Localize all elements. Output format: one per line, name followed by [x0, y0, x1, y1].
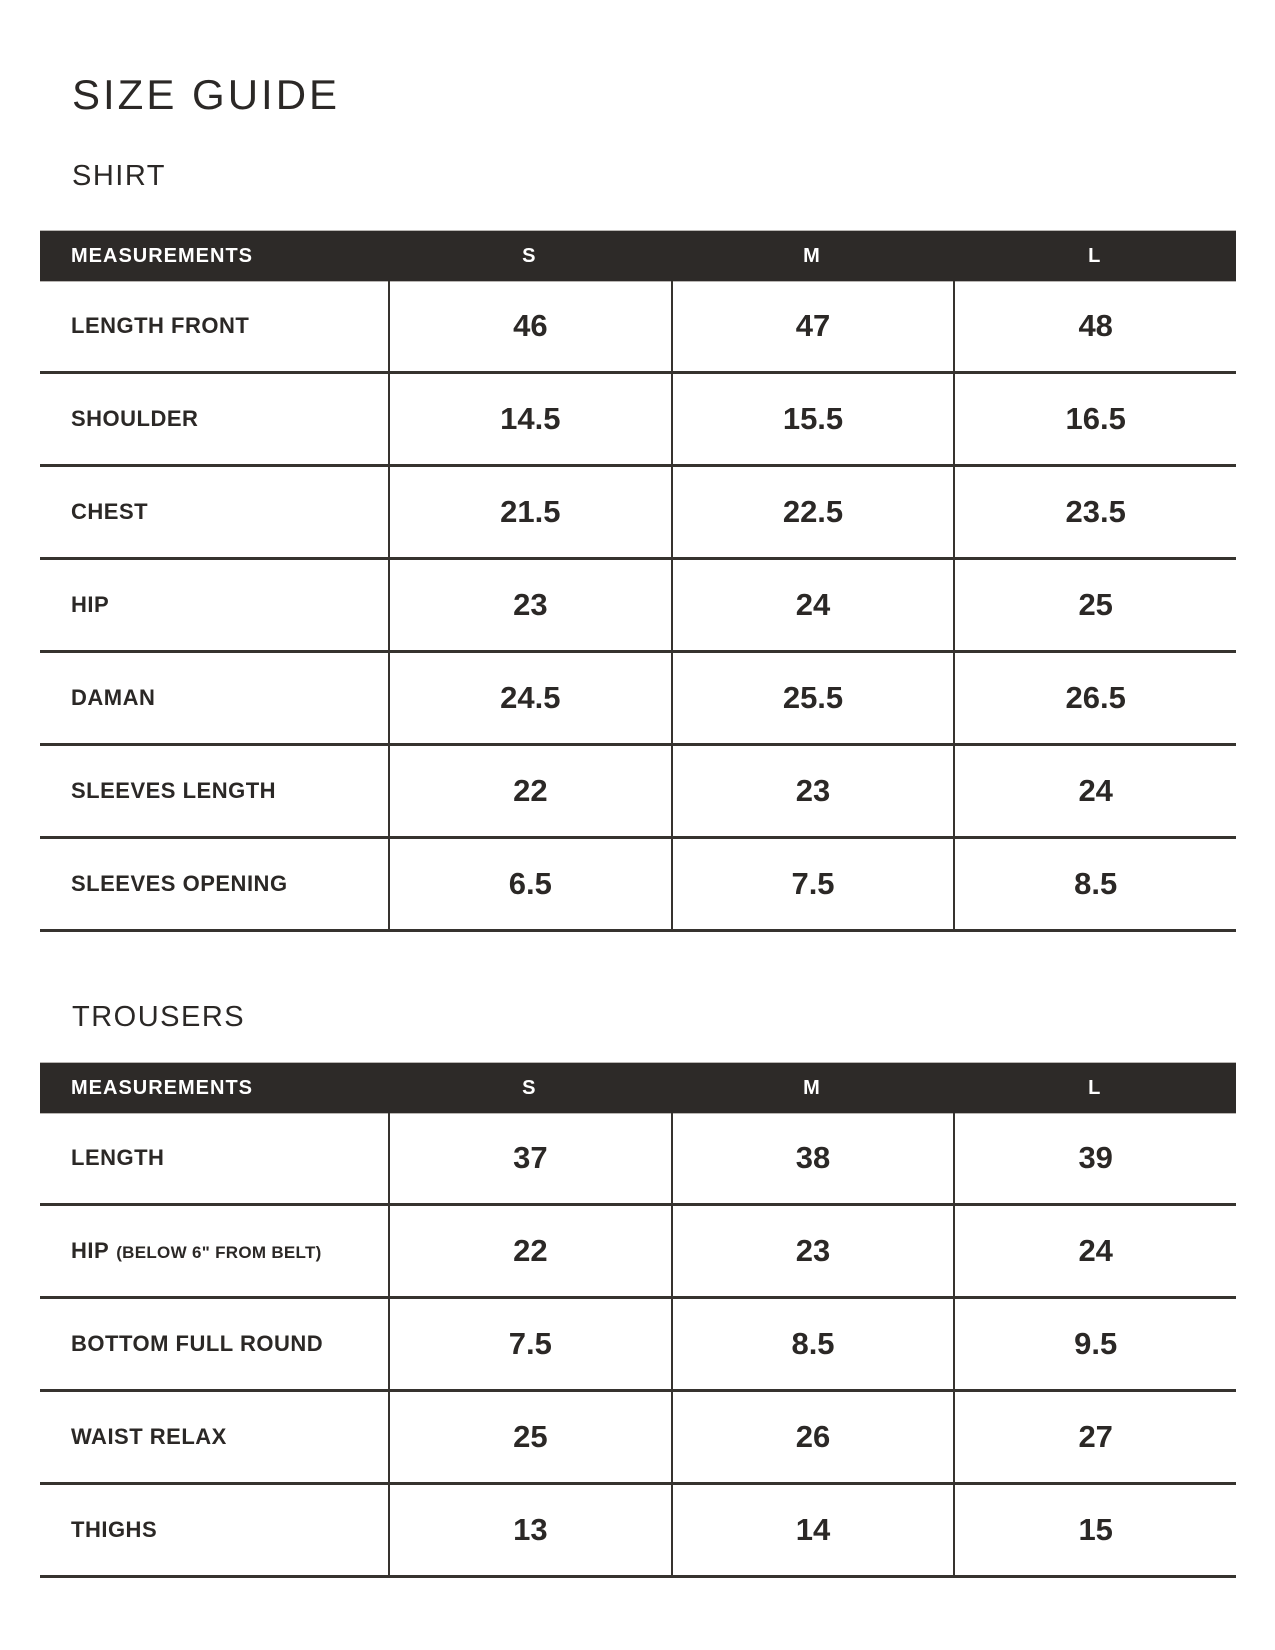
size-value-s: 25 — [388, 1392, 671, 1482]
measurement-label: SLEEVES OPENING — [71, 871, 288, 896]
measurement-label: HIP — [71, 592, 110, 617]
measurement-label: HIP — [71, 1238, 110, 1263]
size-value-s: 22 — [388, 746, 671, 836]
column-header-size-m: M — [803, 1076, 821, 1099]
trousers-table-header-row — [40, 1063, 1236, 1113]
measurement-label: WAIST RELAX — [71, 1424, 227, 1449]
size-value-s: 21.5 — [388, 467, 671, 557]
size-value-l: 24 — [953, 746, 1236, 836]
size-value-m: 14 — [671, 1485, 954, 1575]
size-value-s: 14.5 — [388, 374, 671, 464]
size-value-m: 24 — [671, 560, 954, 650]
size-value-s: 22 — [388, 1206, 671, 1296]
size-value-s: 37 — [388, 1113, 671, 1203]
measurement-label: THIGHS — [71, 1517, 158, 1542]
table-row-shoulder — [40, 374, 1236, 467]
size-value-m: 38 — [671, 1113, 954, 1203]
shirt-table-header-row — [40, 231, 1236, 281]
size-value-m: 22.5 — [671, 467, 954, 557]
size-value-s: 6.5 — [388, 839, 671, 929]
column-header-measurements: MEASUREMENTS — [71, 1076, 254, 1099]
table-row-length-front — [40, 281, 1236, 374]
size-value-l: 23.5 — [953, 467, 1236, 557]
page-title: SIZE GUIDE — [72, 71, 341, 118]
size-value-l: 25 — [953, 560, 1236, 650]
table-row-sleeves-length — [40, 746, 1236, 839]
column-header-measurements: MEASUREMENTS — [71, 244, 254, 267]
size-value-s: 7.5 — [388, 1299, 671, 1389]
measurement-label-cell — [40, 1238, 388, 1264]
column-header-size-s: S — [522, 244, 537, 267]
shirt-size-table — [40, 231, 1236, 932]
table-row-daman — [40, 653, 1236, 746]
table-row-sleeves-opening — [40, 839, 1236, 932]
measurement-note: (BELOW 6" FROM BELT) — [116, 1243, 322, 1262]
size-value-m: 25.5 — [671, 653, 954, 743]
size-value-m: 7.5 — [671, 839, 954, 929]
size-value-m: 47 — [671, 281, 954, 371]
measurement-label: CHEST — [71, 499, 149, 524]
size-value-l: 48 — [953, 281, 1236, 371]
size-value-l: 24 — [953, 1206, 1236, 1296]
table-row-length — [40, 1113, 1236, 1206]
size-value-l: 15 — [953, 1485, 1236, 1575]
size-value-m: 8.5 — [671, 1299, 954, 1389]
size-value-l: 8.5 — [953, 839, 1236, 929]
column-header-size-l: L — [1088, 244, 1102, 267]
size-value-l: 39 — [953, 1113, 1236, 1203]
size-value-l: 27 — [953, 1392, 1236, 1482]
size-value-s: 46 — [388, 281, 671, 371]
table-row-hip-below-belt — [40, 1206, 1236, 1299]
size-value-l: 16.5 — [953, 374, 1236, 464]
table-row-hip — [40, 560, 1236, 653]
size-value-m: 15.5 — [671, 374, 954, 464]
trousers-section-heading: TROUSERS — [72, 1001, 246, 1033]
table-row-chest — [40, 467, 1236, 560]
measurement-label: DAMAN — [71, 685, 156, 710]
size-value-l: 26.5 — [953, 653, 1236, 743]
column-header-size-l: L — [1088, 1076, 1102, 1099]
size-value-m: 26 — [671, 1392, 954, 1482]
column-header-size-s: S — [522, 1076, 537, 1099]
trousers-size-table — [40, 1063, 1236, 1578]
table-row-thighs — [40, 1485, 1236, 1578]
column-header-size-m: M — [803, 244, 821, 267]
measurement-label: LENGTH — [71, 1145, 165, 1170]
measurement-label: SLEEVES LENGTH — [71, 778, 277, 803]
measurement-label: SHOULDER — [71, 406, 199, 431]
shirt-section-heading: SHIRT — [72, 160, 166, 192]
measurement-label: LENGTH FRONT — [71, 313, 250, 338]
size-value-m: 23 — [671, 746, 954, 836]
measurement-label: BOTTOM FULL ROUND — [71, 1331, 324, 1356]
size-value-s: 24.5 — [388, 653, 671, 743]
size-value-m: 23 — [671, 1206, 954, 1296]
size-value-s: 13 — [388, 1485, 671, 1575]
size-value-s: 23 — [388, 560, 671, 650]
table-row-bottom-full-round — [40, 1299, 1236, 1392]
size-value-l: 9.5 — [953, 1299, 1236, 1389]
table-row-waist-relax — [40, 1392, 1236, 1485]
